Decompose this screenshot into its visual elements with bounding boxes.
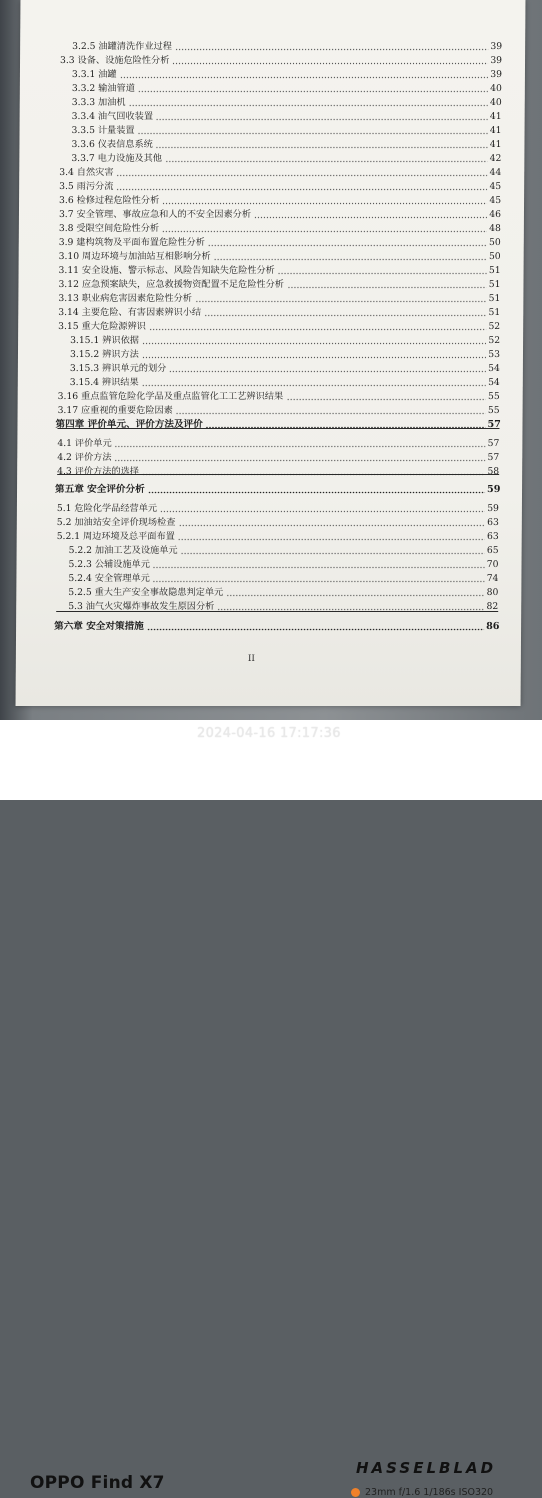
toc-entry-page: 55 [487,405,500,416]
toc-entry-page: 51 [488,279,501,290]
toc-entry-page: 40 [490,83,502,94]
toc-entry-page: 63 [487,517,499,528]
toc-entry-page: 59 [487,484,501,495]
dot-leader [138,126,488,135]
toc-entry-page: 59 [487,503,499,514]
dot-leader [178,518,484,527]
page-number: II [247,654,256,664]
dot-leader [117,168,488,177]
dot-leader [147,622,484,631]
toc-entry-page: 52 [488,321,501,332]
dot-leader [156,140,488,149]
toc-entry [72,68,502,82]
toc-entry-label: 4.1 评价单元 [57,438,112,449]
toc-entry [59,250,501,264]
toc-entry-label: 5.1 危险化学品经营单元 [56,503,158,514]
toc-entry-page: 86 [486,621,500,632]
dot-leader [153,560,485,569]
toc-entry-label: 3.3.6 仪表信息系统 [71,139,153,150]
toc-entry [59,236,501,250]
toc-entry [71,152,501,166]
toc-entry-page: 70 [486,559,499,570]
chapter-divider [56,611,498,612]
toc-entry-label: 3.3 设备、设施危险性分析 [60,55,170,66]
toc-entry-page: 51 [488,307,501,318]
toc-entry-page: 48 [489,223,501,234]
toc-entry [72,110,502,124]
toc-entry-page: 53 [488,349,501,360]
toc-entry-page: 41 [489,125,502,136]
toc-entry-label: 第五章 安全评价分析 [55,484,145,495]
dot-leader [138,84,488,93]
dot-leader [165,154,487,163]
toc-entry-label: 3.3.4 油气回收装置 [71,111,154,122]
dot-leader [153,574,485,583]
toc-entry [57,516,499,530]
toc-entry-label: 3.6 检修过程危险性分析 [59,195,160,206]
toc-chapter-entry [54,620,498,634]
toc-entry-page: 82 [486,601,499,612]
dot-leader [278,266,487,275]
toc-entry-label: 第四章 评价单元、评价方法及评价 [55,419,203,430]
dot-leader [142,350,486,359]
toc-entry-page: 57 [487,419,501,430]
toc-entry-page: 58 [487,466,500,477]
toc-entry [72,40,502,54]
toc-chapter-entry [55,418,499,432]
toc-entry [70,348,500,362]
toc-entry [72,96,502,110]
dot-leader [175,42,488,51]
toc-entry [58,306,500,320]
toc-entry [57,437,499,451]
chapter-divider [57,474,499,475]
toc-entry-label: 3.15.3 辨识单元的划分 [69,363,167,374]
dot-leader [162,196,487,205]
dot-leader [287,280,487,289]
toc-entry-page: 42 [489,153,502,164]
toc-entry-label: 3.10 周边环境与加油站互相影响分析 [58,251,211,262]
dot-leader [176,406,486,415]
toc-entry [69,544,499,558]
dot-leader [142,336,486,345]
toc-entry [59,264,501,278]
toc-entry-label: 3.3.7 电力设施及其他 [71,153,163,164]
toc-entry-page: 46 [489,209,502,220]
toc-entry-label: 5.3 油气火灾爆炸事故发生原因分析 [68,601,215,612]
toc-entry-page: 74 [486,573,499,584]
toc-entry-page: 44 [489,167,502,178]
dot-leader [181,546,485,555]
toc-entry-page: 45 [489,195,502,206]
toc-entry-label: 3.5 雨污分流 [59,181,114,192]
toc-entry [58,404,500,418]
brand-logo: HASSELBLAD [356,1459,497,1477]
toc-entry-label: 3.15.4 辨识结果 [69,377,139,388]
camera-params-text: 23mm f/1.6 1/186s ISO320 [365,1487,494,1498]
toc-entry-page: 54 [488,363,500,374]
toc-entry [72,124,502,138]
toc-entry [70,376,500,390]
toc-entry-page: 40 [490,97,502,108]
dot-leader [204,308,486,317]
dot-leader [178,532,485,541]
toc-entry-page: 39 [490,41,503,52]
toc-entry [70,334,500,348]
toc-entry [60,54,502,68]
dot-leader [160,504,485,513]
toc-entry-page: 80 [486,587,499,598]
toc-entry-label: 3.8 受限空间危险性分析 [58,223,160,234]
dot-leader [162,224,487,233]
toc-entry-label: 5.2.2 加油工艺及设施单元 [68,545,178,556]
chapter-divider [57,428,499,429]
dot-leader [148,485,485,494]
dot-leader [142,378,486,387]
toc-entry-label: 3.15.1 辨识依据 [70,335,140,346]
toc-entry-page: 39 [490,69,502,80]
toc-entry-label: 5.2.1 周边环境及总平面布置 [56,531,175,542]
toc-entry [59,194,501,208]
toc-entry [71,138,501,152]
dot-leader [226,588,484,597]
dot-leader [156,112,488,121]
camera-model: OPPO Find X7 [30,1473,165,1493]
camera-params [351,1487,493,1498]
toc-entry-label: 3.3.2 输油管道 [71,83,135,94]
dot-leader [208,238,487,247]
photo-timestamp: 2024-04-16 17:17:36 [197,726,341,741]
toc-entry-label: 第六章 安全对策措施 [54,621,144,632]
dot-leader [115,439,486,448]
toc-entry-label: 3.15 重大危险源辨识 [58,321,146,332]
toc-entry-label: 3.13 职业病危害因素危险性分析 [58,293,193,304]
dot-leader [195,294,486,303]
dot-leader [214,252,487,261]
toc-entry-page: 51 [488,293,501,304]
dot-leader [129,98,488,107]
toc-entry [57,465,499,479]
toc-entry-page: 50 [488,251,501,262]
toc-entry-page: 65 [486,545,499,556]
toc-entry-label: 3.11 安全设施、警示标志、风险告知缺失危险性分析 [58,265,275,276]
toc-entry [58,292,500,306]
dot-leader [172,56,488,65]
toc-entry [68,558,498,572]
toc-entry [68,586,498,600]
toc-entry-label: 5.2.3 公辅设施单元 [68,559,150,570]
toc-entry-label: 3.4 自然灾害 [59,167,114,178]
dot-leader [217,602,484,611]
toc-entry [57,502,499,516]
toc-entry [72,82,502,96]
table-of-contents [16,0,526,706]
dot-leader [286,392,486,401]
toc-entry-label: 3.7 安全管理、事故应急和人的不安全因素分析 [58,209,252,220]
orange-dot-icon [351,1488,360,1497]
toc-entry-label: 3.12 应急预案缺失，应急救援物资配置不足危险性分析 [58,279,285,290]
toc-entry-page: 63 [486,531,499,542]
toc-entry-page: 52 [488,335,501,346]
toc-entry-page: 57 [487,452,500,463]
toc-entry [58,278,500,292]
toc-entry-label: 4.3 评价方法的选择 [57,466,140,477]
toc-entry-page: 55 [487,391,500,402]
toc-entry-page: 41 [489,111,502,122]
toc-entry-label: 5.2.4 安全管理单元 [68,573,150,584]
toc-entry [59,166,501,180]
toc-entry-label: 3.16 重点监管危险化学品及重点监管化工工艺辨识结果 [57,391,284,402]
dot-leader [149,322,486,331]
toc-entry-label: 3.14 主要危险、有害因素辨识小结 [58,307,202,318]
toc-entry-label: 3.3.5 计量装置 [71,125,135,136]
toc-entry [70,362,500,376]
toc-entry-label: 5.2 加油站安全评价现场检查 [56,517,176,528]
toc-entry-page: 51 [488,265,501,276]
dot-leader [169,364,486,373]
toc-entry-label: 4.2 评价方法 [57,452,112,463]
toc-entry-page: 54 [488,377,500,388]
toc-entry-page: 39 [490,55,503,66]
dot-leader [115,453,486,462]
dot-leader [254,210,487,219]
toc-entry [68,572,498,586]
document-page [16,0,526,706]
toc-entry [58,320,500,334]
toc-entry-label: 5.2.5 重大生产安全事故隐患判定单元 [68,587,224,598]
toc-entry-page: 50 [489,237,501,248]
dot-leader [116,182,487,191]
toc-entry-label: 3.3.1 油罐 [71,69,117,80]
toc-entry [59,180,501,194]
toc-entry-label: 3.17 应重视的重要危险因素 [57,405,173,416]
toc-entry-page: 57 [487,438,500,449]
toc-entry [57,530,499,544]
toc-entry [57,451,499,465]
dot-leader [120,70,488,79]
toc-entry-label: 3.9 建构筑物及平面布置危险性分析 [58,237,205,248]
toc-entry-label: 3.2.5 油罐清洗作业过程 [72,41,172,52]
toc-entry [59,208,501,222]
toc-chapter-entry [55,483,499,497]
toc-entry-page: 41 [489,139,502,150]
toc-entry-label: 3.3.3 加油机 [71,97,126,108]
toc-entry [58,390,500,404]
toc-entry [59,222,501,236]
toc-entry-page: 45 [489,181,502,192]
toc-entry-label: 3.15.2 辨识方法 [69,349,139,360]
